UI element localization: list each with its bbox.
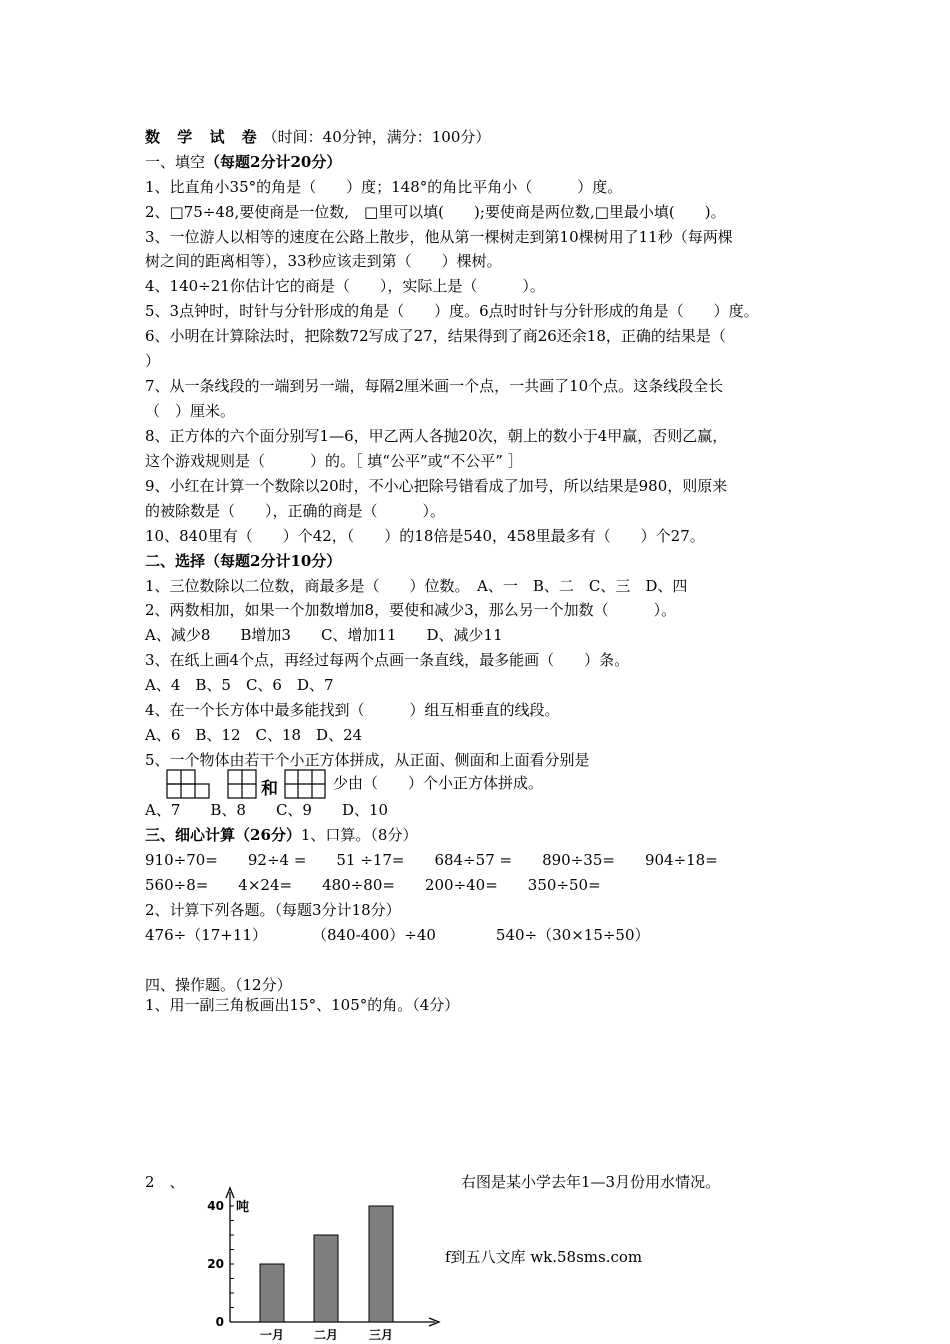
text-segment: （ ）厘米。 xyxy=(145,402,236,420)
text-line xyxy=(145,925,650,945)
text-segment: 1、口算。（8分） xyxy=(300,826,418,844)
text-line xyxy=(145,301,759,321)
text-line xyxy=(145,995,459,1015)
text-segment: 2、两数相加，如果一个加数增加8，要使和减少3，那么另一个加数（ ）。 xyxy=(145,601,677,619)
text-line xyxy=(145,650,629,670)
text-segment: 6、小明在计算除法时，把除数72写成了27，结果得到了商26还余18，正确的结果是（ xyxy=(145,327,726,345)
x-tick-label: 一月 xyxy=(259,1328,285,1342)
text-line xyxy=(145,376,723,396)
text-segment: 9、小红在计算一个数除以20时，不小心把除号错看成了加号，所以结果是980，则原来 xyxy=(145,477,728,495)
bar xyxy=(260,1264,284,1322)
bar xyxy=(314,1235,338,1322)
text-line xyxy=(145,227,733,247)
text-line xyxy=(145,700,560,720)
text-segment: 8、正方体的六个面分别写1—6，甲乙两人各抛20次，朝上的数小于4甲赢，否则乙赢， xyxy=(145,427,728,445)
text-segment: A、4 B、5 C、6 D、7 xyxy=(145,676,334,694)
text-segment: 10、840里有（ ）个42，（ ）的18倍是540，458里最多有（ ）个27。 xyxy=(145,527,705,545)
text-segment: 476÷（17+11） （840-400）÷40 540÷（30×15÷50） xyxy=(145,926,650,944)
text-line xyxy=(145,975,292,995)
text-line xyxy=(145,576,687,596)
three-views-figures xyxy=(165,769,330,805)
text-segment: （每题2分计20分） xyxy=(205,153,342,171)
text-line xyxy=(145,850,718,870)
text-segment: 四、操作题。（12分） xyxy=(145,976,292,994)
text-segment: 5、3点钟时，时针与分针形成的角是（ ）度。6点时时针与分针形成的角是（ ）度。 xyxy=(145,302,759,320)
x-tick-label: 三月 xyxy=(368,1328,394,1342)
text-segment: 二、选择（每题2分计10分） xyxy=(145,552,342,570)
q2-number: 2 、 xyxy=(145,1173,185,1191)
text-line xyxy=(145,900,401,920)
text-segment: A、减少8 B增加3 C、增加11 D、减少11 xyxy=(145,626,503,644)
text-line xyxy=(145,276,545,296)
text-segment: 4、在一个长方体中最多能找到（ ）组互相垂直的线段。 xyxy=(145,701,560,719)
text-line xyxy=(145,326,726,346)
text-line xyxy=(145,725,362,745)
text-line xyxy=(145,600,676,620)
q2-text: 右图是某小学去年1—3月份用水情况。 xyxy=(461,1173,721,1191)
text-segment: 一、填空 xyxy=(145,153,206,171)
y-tick-label: 40 xyxy=(207,1199,224,1213)
text-segment: 2、□75÷48,要使商是一位数, □里可以填( );要使商是两位数,□里最小填( )。 xyxy=(145,203,726,221)
views-question-text: 少由（ ）个小正方体拼成。 xyxy=(333,774,544,792)
text-segment: 三、细心计算（26分） xyxy=(145,826,301,844)
text-segment: 3、一位游人以相等的速度在公路上散步，他从第一棵树走到第10棵树用了11秒（每两棵 xyxy=(145,228,733,246)
top-view xyxy=(285,770,325,798)
text-line xyxy=(145,202,726,222)
text-line xyxy=(145,526,705,546)
views-svg xyxy=(165,769,330,801)
text-line xyxy=(145,426,727,446)
text-segment: 的被除数是（ ），正确的商是（ ）。 xyxy=(145,502,446,520)
views-connector: 和 xyxy=(261,779,278,799)
side-view xyxy=(228,770,256,798)
bar xyxy=(369,1206,393,1322)
text-line xyxy=(145,451,523,471)
text-segment: 数 学 试 卷 xyxy=(145,128,263,146)
text-line xyxy=(145,177,622,197)
front-view xyxy=(167,770,209,798)
text-line xyxy=(145,152,341,172)
text-segment: （时间：40分钟，满分：100分） xyxy=(262,128,491,146)
text-line xyxy=(145,351,160,371)
text-line xyxy=(145,750,590,770)
text-line xyxy=(145,476,727,496)
text-segment: 树之间的距离相等），33秒应该走到第（ ）棵树。 xyxy=(145,252,502,270)
text-segment: 4、140÷21你估计它的商是（ ），实际上是（ ）。 xyxy=(145,277,545,295)
y-tick-label: 20 xyxy=(207,1257,224,1271)
text-line xyxy=(145,127,490,147)
text-segment: 910÷70= 92÷4 = 51 ÷17= 684÷57 = 890÷35= 904÷18= xyxy=(145,851,718,869)
y-axis-label: 吨 xyxy=(236,1200,250,1215)
text-line xyxy=(145,875,601,895)
text-segment: A、7 B、8 C、9 D、10 xyxy=(145,801,389,819)
x-tick-label: 二月 xyxy=(313,1328,339,1342)
text-segment: 这个游戏规则是（ ）的。［ 填“公平”或“不公平” ］ xyxy=(145,452,523,470)
text-line xyxy=(145,501,445,521)
text-line xyxy=(145,625,503,645)
text-segment: 2、计算下列各题。（每题3分计18分） xyxy=(145,901,401,919)
text-line xyxy=(145,825,417,845)
watermark-text: f到五八文库 wk.58sms.com xyxy=(445,1248,643,1266)
text-segment: 560÷8= 4×24= 480÷80= 200÷40= 350÷50= xyxy=(145,876,601,894)
text-line xyxy=(145,401,235,421)
text-segment: 7、从一条线段的一端到另一端，每隔2厘米画一个点，一共画了10个点。这条线段全长 xyxy=(145,377,724,395)
text-line xyxy=(145,551,341,571)
text-segment: A、6 B、12 C、18 D、24 xyxy=(145,726,363,744)
text-segment: 1、比直角小35°的角是（ ）度；148°的角比平角小（ ）度。 xyxy=(145,178,623,196)
text-segment: ） xyxy=(145,352,161,370)
y-tick-label: 0 xyxy=(215,1315,224,1329)
text-line xyxy=(145,251,502,271)
water-usage-chart xyxy=(190,1184,450,1344)
text-segment: 5、一个物体由若干个小正方体拼成，从正面、侧面和上面看分别是 xyxy=(145,751,590,769)
text-segment: 3、在纸上画4个点，再经过每两个点画一条直线，最多能画（ ）条。 xyxy=(145,651,630,669)
text-segment: 1、三位数除以二位数，商最多是（ ）位数。 A、一 B、二 C、三 D、四 xyxy=(145,577,688,595)
text-line xyxy=(145,675,334,695)
text-segment: 1、用一副三角板画出15°、105°的角。（4分） xyxy=(145,996,460,1014)
